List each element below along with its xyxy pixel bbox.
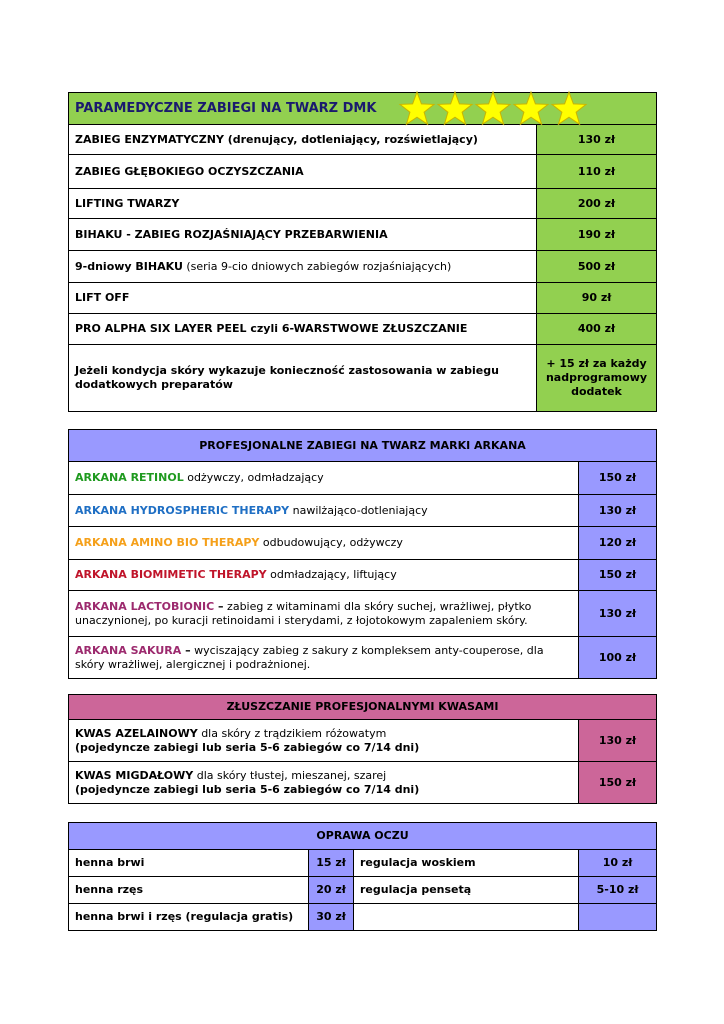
service-dash: – [214, 599, 224, 613]
service-desc: nawilżająco-dotleniający [289, 503, 428, 517]
service-name: ARKANA HYDROSPHERIC THERAPY [75, 503, 290, 517]
service-desc: wyciszający zabieg z sakury z kompleksem anty-couperose, dla skóry wrażliwej, alergicznej i podrażnionej. [75, 643, 544, 671]
service-price: 110 zł [537, 155, 657, 189]
service-cell [69, 637, 579, 679]
service-price: 20 zł [309, 877, 354, 904]
service-name: henna brwi i rzęs (regulacja gratis) [69, 904, 309, 931]
service-name: LIFT OFF [69, 283, 537, 314]
table-row [69, 637, 657, 679]
table-row [69, 462, 657, 495]
service-cell [69, 591, 579, 637]
service-desc: dla skóry tłustej, mieszanej, szarej [193, 768, 387, 782]
star-icon [476, 92, 510, 124]
table-row [69, 189, 657, 219]
service-desc: (seria 9-cio dniowych zabiegów rozjaśniających) [182, 259, 452, 273]
table-row [69, 345, 657, 412]
table-row [69, 591, 657, 637]
service-name: ARKANA BIOMIMETIC THERAPY [75, 568, 267, 581]
service-name: ARKANA SAKURA [75, 643, 182, 657]
service-name: regulacja woskiem [354, 850, 579, 877]
service-price: 400 zł [537, 314, 657, 345]
acids-title: ZŁUSZCZANIE PROFESJONALNYMI KWASAMI [69, 695, 657, 720]
service-price: 190 zł [537, 219, 657, 251]
service-note: (pojedyncze zabiegi lub seria 5-6 zabiegów co 7/14 dni) [75, 782, 420, 796]
arkana-title: PROFESJONALNE ZABIEGI NA TWARZ MARKI ARKANA [69, 430, 657, 462]
service-dash: – [181, 643, 191, 657]
service-name: henna brwi [69, 850, 309, 877]
table-row [69, 219, 657, 251]
star-icon [552, 92, 586, 124]
service-cell [69, 560, 579, 591]
star-icon [400, 92, 434, 124]
service-note: (pojedyncze zabiegi lub seria 5-6 zabiegów co 7/14 dni) [75, 740, 420, 754]
service-name: ARKANA AMINO BIO THERAPY [75, 536, 260, 549]
service-price: 150 zł [579, 462, 657, 495]
service-name [354, 904, 579, 931]
service-name: henna rzęs [69, 877, 309, 904]
acids-table [68, 694, 657, 804]
service-name: BIHAKU - ZABIEG ROZJAŚNIAJĄCY PRZEBARWIENIA [69, 219, 537, 251]
service-cell [69, 251, 537, 283]
service-price: + 15 zł za każdy nadprogramowy dodatek [537, 345, 657, 412]
service-name: Jeżeli kondycja skóry wykazuje konieczność zastosowania w zabiegu dodatkowych preparatów [69, 345, 537, 412]
service-price: 150 zł [579, 560, 657, 591]
acids-header-row [69, 695, 657, 720]
table-row [69, 720, 657, 762]
service-name: regulacja pensetą [354, 877, 579, 904]
service-price: 30 zł [309, 904, 354, 931]
service-name: ZABIEG GŁĘBOKIEGO OCZYSZCZANIA [69, 155, 537, 189]
service-price: 100 zł [579, 637, 657, 679]
service-price: 90 zł [537, 283, 657, 314]
table-row [69, 125, 657, 155]
table-row [69, 850, 657, 877]
table-row [69, 155, 657, 189]
service-cell [69, 495, 579, 527]
eyes-title: OPRAWA OCZU [69, 823, 657, 850]
eyes-header-row [69, 823, 657, 850]
service-cell [69, 762, 579, 804]
dmk-table [68, 92, 657, 412]
table-row [69, 283, 657, 314]
service-price: 150 zł [579, 762, 657, 804]
service-price: 5-10 zł [579, 877, 657, 904]
service-name: ZABIEG ENZYMATYCZNY (drenujący, dotleniający, rozświetlający) [69, 125, 537, 155]
table-row [69, 495, 657, 527]
service-desc: dla skóry z trądzikiem różowatym [197, 726, 387, 740]
service-price: 130 zł [537, 125, 657, 155]
eyes-table [68, 822, 657, 931]
service-name: 9-dniowy BIHAKU [75, 259, 183, 273]
service-name: KWAS MIGDAŁOWY [75, 768, 194, 782]
service-price: 130 zł [579, 720, 657, 762]
arkana-table [68, 429, 657, 679]
service-price [579, 904, 657, 931]
service-price: 15 zł [309, 850, 354, 877]
service-price: 130 zł [579, 495, 657, 527]
arkana-header-row [69, 430, 657, 462]
star-icon [514, 92, 548, 124]
rating-stars [398, 90, 588, 128]
service-name: ARKANA RETINOL [75, 471, 184, 484]
service-name: LIFTING TWARZY [69, 189, 537, 219]
service-cell [69, 527, 579, 560]
service-desc: odmładzający, liftujący [266, 568, 397, 581]
service-cell [69, 720, 579, 762]
service-price: 200 zł [537, 189, 657, 219]
dmk-title: PARAMEDYCZNE ZABIEGI NA TWARZ DMK [75, 100, 377, 116]
service-name: KWAS AZELAINOWY [75, 726, 198, 740]
table-row [69, 762, 657, 804]
service-cell [69, 462, 579, 495]
service-price: 10 zł [579, 850, 657, 877]
service-price: 120 zł [579, 527, 657, 560]
service-name: ARKANA LACTOBIONIC [75, 599, 215, 613]
table-row [69, 314, 657, 345]
service-price: 500 zł [537, 251, 657, 283]
table-row [69, 877, 657, 904]
service-price: 130 zł [579, 591, 657, 637]
star-icon [438, 92, 472, 124]
service-desc: odżywczy, odmładzający [183, 471, 324, 484]
table-row [69, 560, 657, 591]
table-row [69, 251, 657, 283]
table-row [69, 527, 657, 560]
table-row [69, 904, 657, 931]
service-desc: odbudowujący, odżywczy [259, 536, 403, 549]
service-desc: zabieg z witaminami dla skóry suchej, wrażliwej, płytko unaczynionej, po kuracji retinoidami i sterydami, z łojotokowym zapaleniem skóry. [75, 599, 532, 627]
service-name: PRO ALPHA SIX LAYER PEEL czyli 6-WARSTWOWE ZŁUSZCZANIE [69, 314, 537, 345]
